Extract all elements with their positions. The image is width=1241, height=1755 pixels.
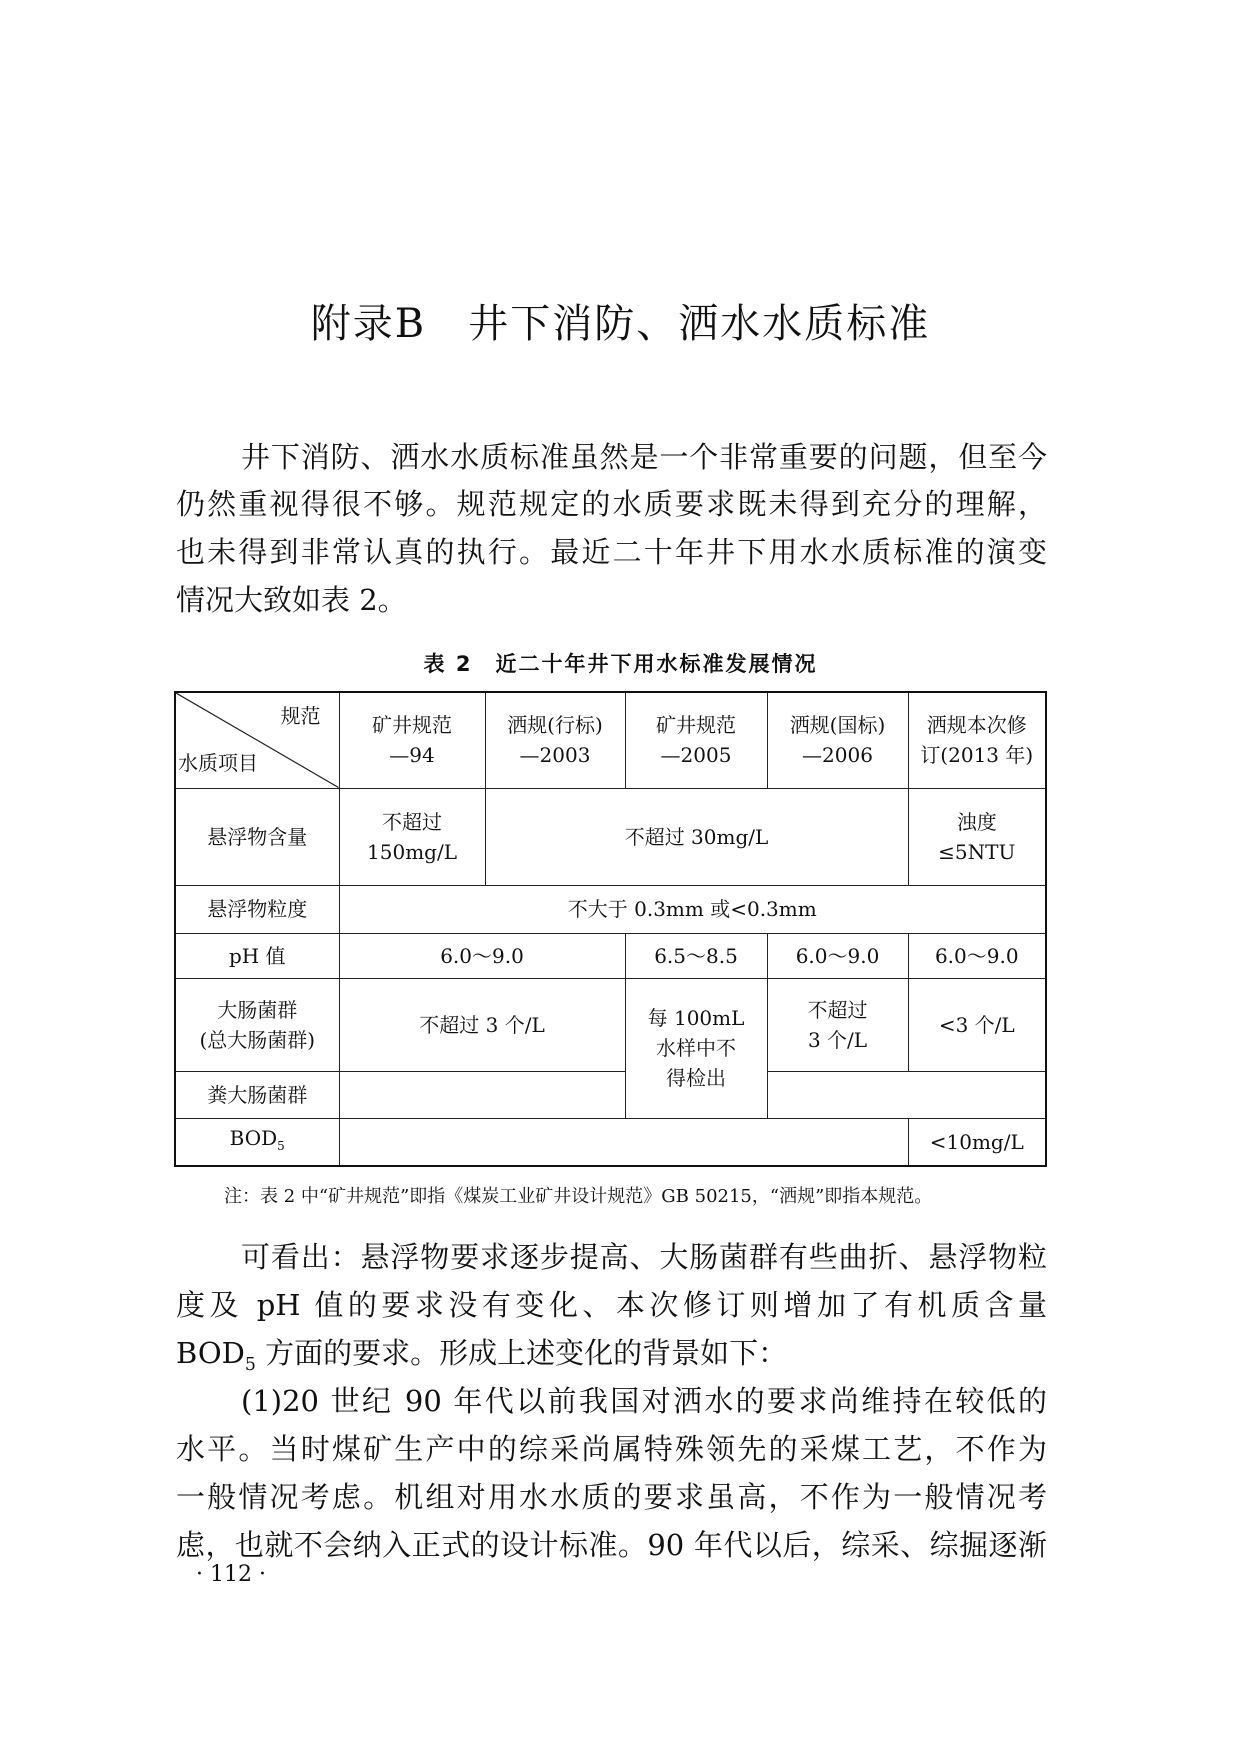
corner-header-cell (175, 692, 339, 788)
cell-line: 150mg/L (367, 839, 457, 864)
table-note: 注：表 2 中“矿井规范”即指《煤炭工业矿井设计规范》GB 50215，“洒规”即指本规范。 (224, 1186, 933, 1207)
table-cell: <3 个/L (908, 978, 1046, 1071)
row-label: 粪大肠菌群 (175, 1071, 339, 1118)
corner-top-label: 规范 (280, 704, 321, 728)
table-cell: 6.5～8.5 (625, 933, 767, 978)
bod-label: BOD (229, 1125, 278, 1150)
row-label (175, 1118, 339, 1166)
body-line: 度及 pH 值的要求没有变化、本次修订则增加了有机质含量 (176, 1288, 1047, 1322)
body-line: (1)20 世纪 90 年代以前我国对洒水的要求尚维持在较低的 (241, 1384, 1047, 1418)
cell-line: (总大肠菌群) (199, 1027, 316, 1052)
header-cell (908, 692, 1046, 788)
header-cell (485, 692, 625, 788)
header-line: —2006 (802, 743, 873, 768)
bod-text: BOD (176, 1336, 245, 1370)
header-cell (767, 692, 908, 788)
table-cell (339, 788, 485, 885)
table-row (175, 933, 1046, 978)
header-line: 洒规(行标) (507, 713, 603, 738)
table-header-row (175, 692, 1046, 788)
table-cell: 不大于 0.3mm 或<0.3mm (339, 885, 1046, 933)
bod-subscript: 5 (244, 1354, 256, 1375)
body-line: 一般情况考虑。机组对用水水质的要求虽高，不作为一般情况考 (176, 1480, 1047, 1514)
table-row (175, 885, 1046, 933)
cell-line: 大肠菌群 (217, 997, 298, 1022)
body-line: 水平。当时煤矿生产中的综采尚属特殊领先的采煤工艺，不作为 (176, 1432, 1047, 1466)
row-label: pH 值 (175, 933, 339, 978)
body-line: 虑，也就不会纳入正式的设计标准。90 年代以后，综采、综掘逐渐 (176, 1528, 1047, 1562)
row-label: 悬浮物粒度 (175, 885, 339, 933)
table-cell (908, 788, 1046, 885)
intro-line: 仍然重视得很不够。规范规定的水质要求既未得到充分的理解， (176, 487, 1047, 521)
bod-subscript: 5 (277, 1138, 285, 1153)
intro-line: 情况大致如表 2。 (176, 583, 407, 617)
header-line: —2005 (660, 743, 732, 768)
table-cell: <10mg/L (908, 1118, 1046, 1166)
table-row (175, 1071, 1046, 1118)
table-cell: 6.0～9.0 (339, 933, 625, 978)
header-line: 洒规(国标) (789, 713, 886, 738)
corner-bottom-label: 水质项目 (178, 750, 258, 775)
header-line: 矿井规范 (656, 713, 736, 738)
row-label: 悬浮物含量 (175, 788, 339, 885)
header-cell (339, 692, 485, 788)
header-line: 洒规本次修 (926, 713, 1027, 738)
table-row (175, 978, 1046, 1071)
table-cell: 不超过 30mg/L (485, 788, 908, 885)
empty-cell (339, 1118, 908, 1166)
page-number: · 112 · (196, 1562, 266, 1587)
cell-line: 不超过 (382, 809, 442, 834)
cell-line: 得检出 (666, 1066, 726, 1090)
page-title: 附录B 井下消防、洒水水质标准 (310, 301, 931, 347)
body-line: 可看出：悬浮物要求逐步提高、大肠菌群有些曲折、悬浮物粒 (241, 1240, 1047, 1274)
header-cell (625, 692, 767, 788)
water-quality-table (174, 691, 1047, 1167)
intro-line: 也未得到非常认真的执行。最近二十年井下用水水质标准的演变 (176, 535, 1047, 569)
table-row (175, 1118, 1046, 1166)
table-caption: 表 2 近二十年井下用水标准发展情况 (423, 652, 818, 676)
cell-line: ≤5NTU (938, 839, 1016, 864)
table-cell (625, 978, 767, 1118)
table-cell: 6.0～9.0 (908, 933, 1046, 978)
cell-line: 每 100mL (647, 1006, 745, 1030)
header-line: —94 (389, 743, 435, 768)
table-cell: 不超过 3 个/L (339, 978, 625, 1071)
empty-cell (767, 1071, 1046, 1118)
cell-line: 浊度 (956, 809, 997, 834)
empty-cell (339, 1071, 625, 1118)
cell-line: 3 个/L (807, 1027, 868, 1052)
body-line (176, 1333, 1047, 1373)
body-line-text: 方面的要求。形成上述变化的背景如下： (265, 1336, 788, 1370)
intro-line: 井下消防、洒水水质标准虽然是一个非常重要的问题，但至今 (241, 440, 1047, 474)
cell-line: 水样中不 (656, 1036, 736, 1060)
cell-line: 不超过 (807, 997, 868, 1022)
row-label (175, 978, 339, 1071)
header-line: 订(2013 年) (920, 743, 1034, 768)
header-line: 矿井规范 (372, 713, 452, 738)
table-cell (767, 978, 908, 1071)
table-row (175, 788, 1046, 885)
table-cell: 6.0～9.0 (767, 933, 908, 978)
header-line: —2003 (519, 743, 591, 768)
